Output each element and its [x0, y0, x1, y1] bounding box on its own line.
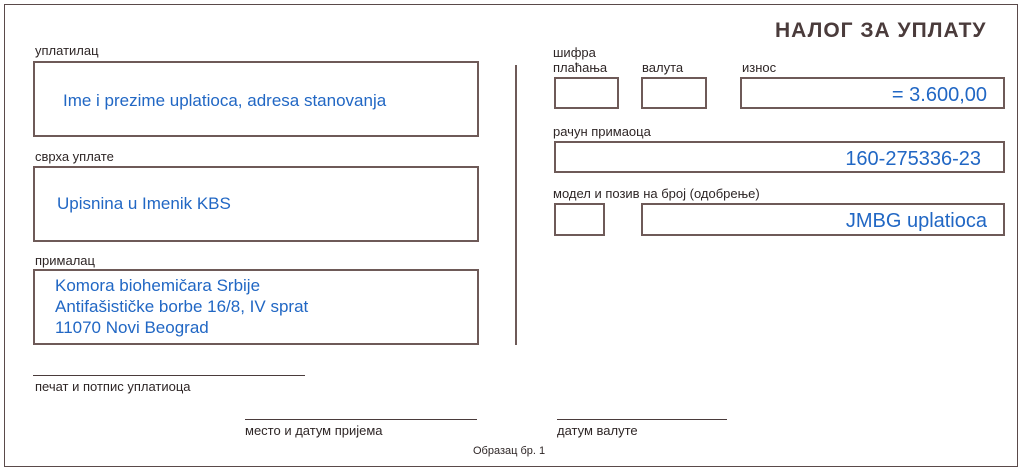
recipient-account-field[interactable] [554, 141, 1005, 173]
recipient-city: 11070 Novi Beograd [55, 318, 209, 337]
purpose-value: Upisnina u Imenik KBS [57, 194, 231, 213]
purpose-field[interactable] [33, 166, 479, 242]
payer-stamp-label: печат и потпис уплатиоца [35, 379, 191, 394]
amount-label: износ [742, 60, 777, 75]
payment-code-field[interactable] [554, 77, 619, 109]
recipient-field[interactable] [33, 269, 479, 345]
payer-field[interactable] [33, 61, 479, 137]
purpose-label: сврха уплате [35, 149, 114, 164]
form-number: Образац бр. 1 [473, 445, 546, 457]
value-date-line [557, 419, 727, 420]
amount-field[interactable] [740, 77, 1005, 109]
recipient-account-value: 160-275336-23 [845, 148, 981, 170]
reference-number-value: JMBG uplatioca [845, 210, 987, 232]
form-title: НАЛОГ ЗА УПЛАТУ [775, 19, 987, 42]
recipient-label: прималац [35, 253, 95, 268]
recipient-account-label: рачун примаоца [553, 124, 651, 139]
payment-code-label-1: шифра [553, 45, 596, 60]
amount-value: = 3.600,00 [891, 84, 987, 106]
recipient-address: Antifašističke borbe 16/8, IV sprat [55, 297, 309, 316]
payer-label: уплатилац [35, 43, 99, 58]
recipient-name: Komora biohemičara Srbije [55, 276, 261, 295]
column-divider [515, 65, 517, 345]
value-date-label: датум валуте [557, 423, 638, 438]
currency-field[interactable] [641, 77, 707, 109]
payment-code-label-2: плаћања [553, 60, 608, 75]
reference-model-field[interactable] [554, 203, 605, 236]
reference-label: модел и позив на број (одобрење) [553, 186, 760, 201]
payer-signature-line [33, 375, 305, 376]
payment-order-form [4, 4, 1018, 467]
place-date-label: место и датум пријема [245, 423, 383, 438]
place-date-line [245, 419, 477, 420]
reference-number-field[interactable] [641, 203, 1005, 236]
payer-value: Ime i prezime uplatioca, adresa stanovanja [63, 91, 387, 110]
currency-label: валута [642, 60, 684, 75]
